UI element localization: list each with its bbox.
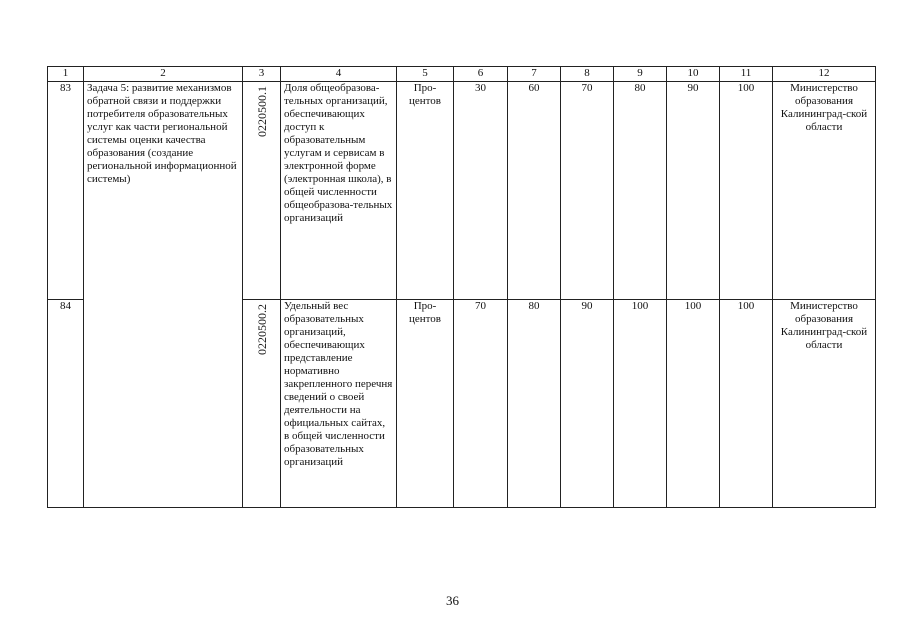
header-cell: 11 bbox=[720, 67, 773, 82]
header-cell: 9 bbox=[614, 67, 667, 82]
header-cell: 1 bbox=[48, 67, 84, 82]
value-cell: 90 bbox=[561, 300, 614, 508]
header-cell: 12 bbox=[773, 67, 876, 82]
indicator-code: 0220500.2 bbox=[254, 304, 269, 355]
task-description: Задача 5: развитие механизмов обратной связи и поддержки потребителя образовательных услуг как части региональной системы оценки качества образования (создание региональной информационной системы) bbox=[84, 82, 243, 508]
indicators-table bbox=[47, 66, 876, 508]
value-cell: 100 bbox=[720, 82, 773, 300]
indicator-code: 0220500.1 bbox=[254, 86, 269, 137]
row-number: 83 bbox=[48, 82, 84, 300]
header-cell: 6 bbox=[454, 67, 508, 82]
value-cell: 70 bbox=[454, 300, 508, 508]
header-cell: 3 bbox=[243, 67, 281, 82]
value-cell: 60 bbox=[508, 82, 561, 300]
indicator-code-cell bbox=[243, 300, 281, 508]
value-cell: 70 bbox=[561, 82, 614, 300]
header-row bbox=[48, 67, 876, 82]
table-row bbox=[48, 82, 876, 300]
header-cell: 10 bbox=[667, 67, 720, 82]
unit: Про-центов bbox=[397, 300, 454, 508]
row-number: 84 bbox=[48, 300, 84, 508]
value-cell: 90 bbox=[667, 82, 720, 300]
value-cell: 80 bbox=[508, 300, 561, 508]
value-cell: 100 bbox=[667, 300, 720, 508]
indicator-name: Доля общеобразова-тельных организаций, обеспечивающих доступ к образовательным услугам и сервисам в электронной форме (электронная школа), в общей численности общеобразова-тельных организаций bbox=[281, 82, 397, 300]
unit: Про-центов bbox=[397, 82, 454, 300]
responsible-executor: Министерство образования Калининград-ской области bbox=[773, 300, 876, 508]
header-cell: 7 bbox=[508, 67, 561, 82]
header-cell: 8 bbox=[561, 67, 614, 82]
header-cell: 4 bbox=[281, 67, 397, 82]
responsible-executor: Министерство образования Калининград-ской области bbox=[773, 82, 876, 300]
header-cell: 5 bbox=[397, 67, 454, 82]
page-number: 36 bbox=[446, 593, 459, 608]
value-cell: 80 bbox=[614, 82, 667, 300]
value-cell: 100 bbox=[614, 300, 667, 508]
value-cell: 100 bbox=[720, 300, 773, 508]
value-cell: 30 bbox=[454, 82, 508, 300]
indicator-name: Удельный вес образовательных организаций, обеспечивающих представление нормативно закрепленного перечня сведений о своей деятельности на официальных сайтах, в общей численности образовательных организаций bbox=[281, 300, 397, 508]
header-cell: 2 bbox=[84, 67, 243, 82]
indicator-code-cell bbox=[243, 82, 281, 300]
